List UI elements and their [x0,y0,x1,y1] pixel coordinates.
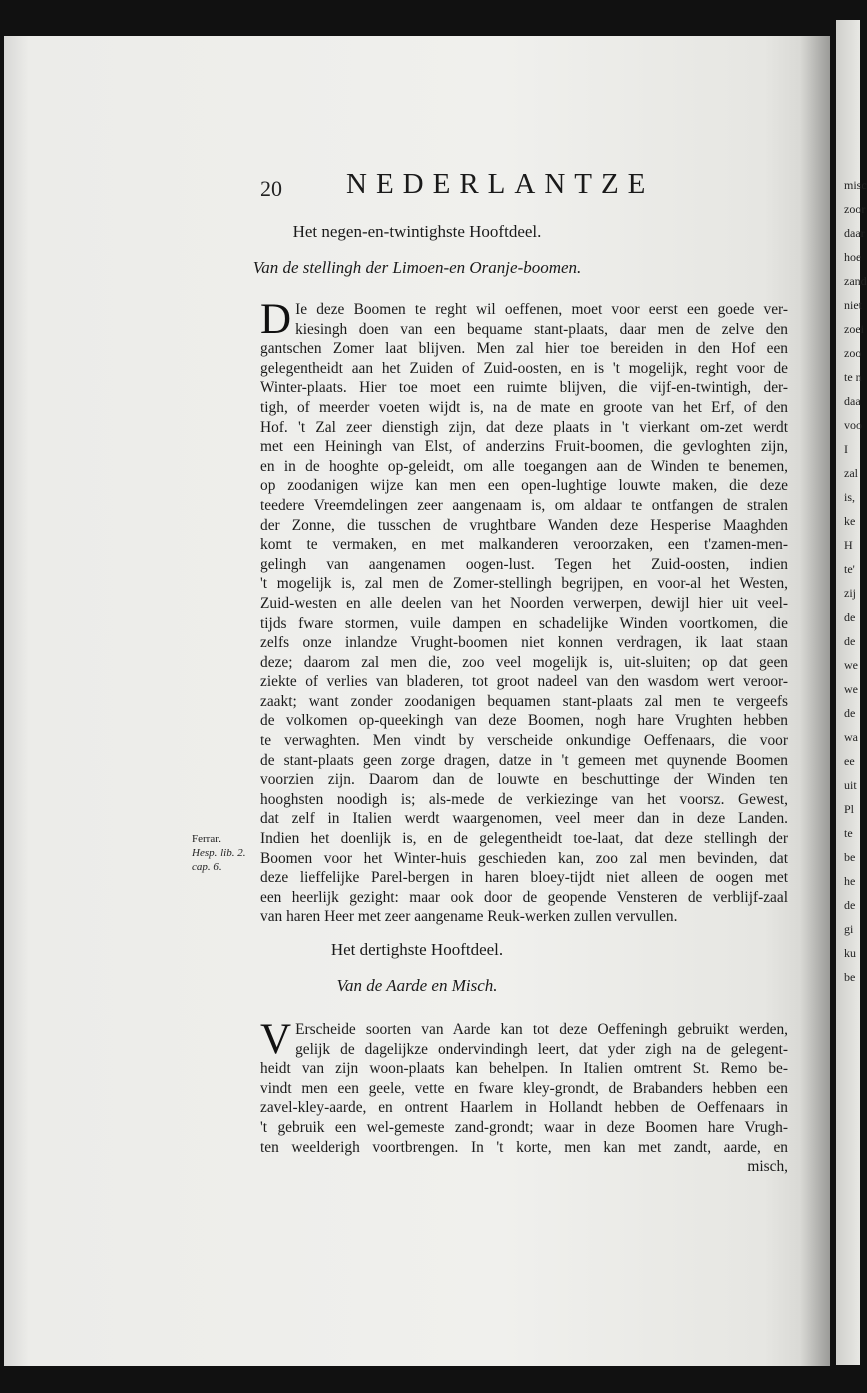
chapter-30-body [260,1016,788,1177]
chapter-30-subtitle: Van de Aarde en Misch. [336,976,498,995]
text-line: gelijk de dagelijkze ondervindingh leert, dat yder zigh na de gelegent- [295,1040,788,1058]
text-line: ziekte of verlies van bladeren, tot groot nadeel van den wasdom wert veroor- [260,673,788,691]
text-line: heidt van zijn woon-plaats kan behelpen. In Italien omtrent St. Remo be- [260,1060,788,1078]
text-line: Indien het doenlijk is, en de gelegentheidt toe-laat, dat deze stellingh der [260,830,788,848]
text-line: Winter-plaats. Hier toe moet een ruimte blijven, die vijf-en-twintigh, der- [260,379,788,397]
text-line: gelingh van aangenamen oogen-lust. Tegen het Zuid-oosten, indien [260,555,788,573]
text-line: 't mogelijk is, zal men de Zomer-stellingh begrijpen, en voor-al het Westen, [260,575,788,593]
text-line: tijds fware stormen, vuile dampen en schadelijke Winden voortkomen, die [260,614,788,632]
text-line: en in de hooghte op-geleidt, om alle toegangen aan de Winden te benemen, [260,457,788,475]
next-page-fragment: te [844,826,853,840]
text-line: zelfs onze inlandze Vrught-boomen niet konnen verdragen, ik laat staan [260,634,788,652]
running-title: NEDERLANTZE [346,168,655,200]
text-line: vindt men een geele, vette en fware kley-grondt, de Brabanders hebben een [260,1079,788,1097]
next-page-fragment: zand [844,274,867,288]
next-page-fragment: misc [844,178,867,192]
text-line: Ie deze Boomen te reght wil oeffenen, moet voor eerst een goede ver- [295,301,788,318]
next-page-fragment: we [844,658,858,672]
margin-citation [192,832,256,874]
next-page-fragment: de [844,634,856,648]
next-page-fragment: Pl [844,802,855,816]
text-line: op zoodanigen wijze kan men een open-lughtige louwte maken, die deze [260,477,788,495]
text-line: de volkomen op-queekingh van deze Boomen, nogh hare Vrughten hebben [260,712,788,730]
text-line: ten weelderigh voortbrengen. In 't korte, men kan met zandt, aarde, en [260,1138,788,1156]
book-page [4,36,830,1366]
text-line: teedere Vreemdelingen zeer aangenaam is, om aldaar te ontfangen de stralen [260,496,788,514]
next-page-fragment: be [844,850,856,864]
next-page-fragment: daa [844,394,861,408]
text-line: Erscheide soorten van Aarde kan tot deze Oeffeningh gebruikt werden, [295,1021,788,1038]
text-line: voorzien zijn. Daarom dan de louwte en beschuttinge der Winden ten [260,771,788,789]
next-page-fragment: zoor [844,202,866,216]
page-number: 20 [260,176,282,201]
next-page-fragment: gi [844,922,854,936]
next-page-fragment: zoo [844,346,862,360]
next-page-fragment: uit [844,778,857,792]
next-page-fragment: hoe [844,250,862,264]
next-page-fragment: te' [844,562,855,576]
margin-citation-line: cap. 6. [192,861,222,873]
next-page-fragment: ee [844,754,855,768]
text-line: gantschen Zomer laat blijven. Men zal hier toe bereiden in den Hof een [260,340,788,358]
next-page-fragment: be [844,970,856,984]
text-line: hooghsten noodigh is; als-mede de verkiezinge van het voorsz. Gewest, [260,790,788,808]
text-line: misch, [747,1158,788,1176]
dropcap-v: V [260,1016,292,1063]
next-page-fragment: de [844,898,856,912]
next-page-fragment: ke [844,514,856,528]
next-page-edge [836,20,867,1365]
dropcap-d: D [260,296,292,343]
next-page-fragment: zoei [844,322,864,336]
next-page-fragment: de [844,706,856,720]
next-page-fragment: he [844,874,856,888]
next-page-fragment: daar [844,226,865,240]
text-line: een heerlijk gezight: maar ook door de geopende Vensteren de verblijf-zaal [260,888,788,906]
text-line: Boomen voor het Winter-huis geschieden kan, zoo zal men bevinden, dat [260,849,788,867]
next-page-fragment: zal [844,466,858,480]
next-page-fragment: wa [844,730,858,744]
margin-citation-line: Ferrar. [192,833,222,845]
next-page-fragment: is, [844,490,856,504]
next-page-fragment: te n [844,370,862,384]
text-line: Hof. 't Zal zeer dienstigh zijn, dat deze plaats in 't vierkant om-zet werdt [260,418,788,436]
text-line: de stant-plaats geen zorge dragen, datze in 't gemeen met quynende Boomen [260,751,788,769]
text-line: gelegentheidt aan het Zuiden of Zuid-oosten, en is 't mogelijk, reght voor de [260,359,788,377]
text-line: met een Heiningh van Elst, of anderzins Fruit-boomen, die gevloghten zijn, [260,438,788,456]
chapter-29-subtitle: Van de stellingh der Limoen-en Oranje-boomen. [252,258,582,277]
next-page-fragment: I [844,442,848,456]
next-page-fragment: H [844,538,853,552]
text-line: kiesingh doen van een bequame stant-plaats, daar men de zelve den [295,320,788,338]
text-line: Zuid-westen en alle deelen van het Noorden verwerpen, dewijl hier uit veel- [260,594,788,612]
next-page-fragment: niet [844,298,862,312]
text-line: deze lieffelijke Parel-bergen in haren bloey-tijdt niet alleen de oogen met [260,869,788,887]
text-line: dat zelf in Italien werdt waargenomen, veel meer dan in deze Landen. [260,810,788,828]
page-header [260,168,730,208]
next-page-fragment: we [844,682,858,696]
text-line: zavel-kley-aarde, en ontrent Haarlem in Hollandt hebben de Oeffenaars in [260,1099,788,1117]
margin-citation-line: Hesp. lib. 2. [192,847,246,859]
chapter-29-body [260,296,788,927]
next-page-fragment: ku [844,946,856,960]
text-line: van haren Heer met zeer aangename Reuk-werken zullen vervullen. [260,908,678,926]
chapter-30-title: Het dertighste Hooftdeel. [330,940,504,959]
text-line: deze; daarom zal men die, zoo veel mogelijk is, uit-sluiten; op dat geen [260,653,788,671]
text-line: te verwaghten. Men vindt by verscheide onkundige Oeffenaars, die voor [260,732,788,750]
chapter-29-title: Het negen-en-twintighste Hooftdeel. [292,222,542,241]
next-page-fragment: zij [844,586,856,600]
next-page-fragment: voo [844,418,862,432]
text-line: zaakt; want zonder zoodanigen bequamen stant-plaats zal men te vergeefs [260,692,788,710]
text-line: der Zonne, die tusschen de vrughtbare Wanden deze Hesperise Maaghden [260,516,788,534]
text-line: 't gebruik een wel-gemeste zand-grondt; waar in deze Boomen hare Vrugh- [260,1118,788,1136]
text-line: komt te vermaken, en met malkanderen veroorzaken, een t'zamen-men- [260,536,788,554]
next-page-fragment: de [844,610,856,624]
text-line: tigh, of meerder voeten wijdt is, na de mate en groote van het Erf, of den [260,398,788,416]
